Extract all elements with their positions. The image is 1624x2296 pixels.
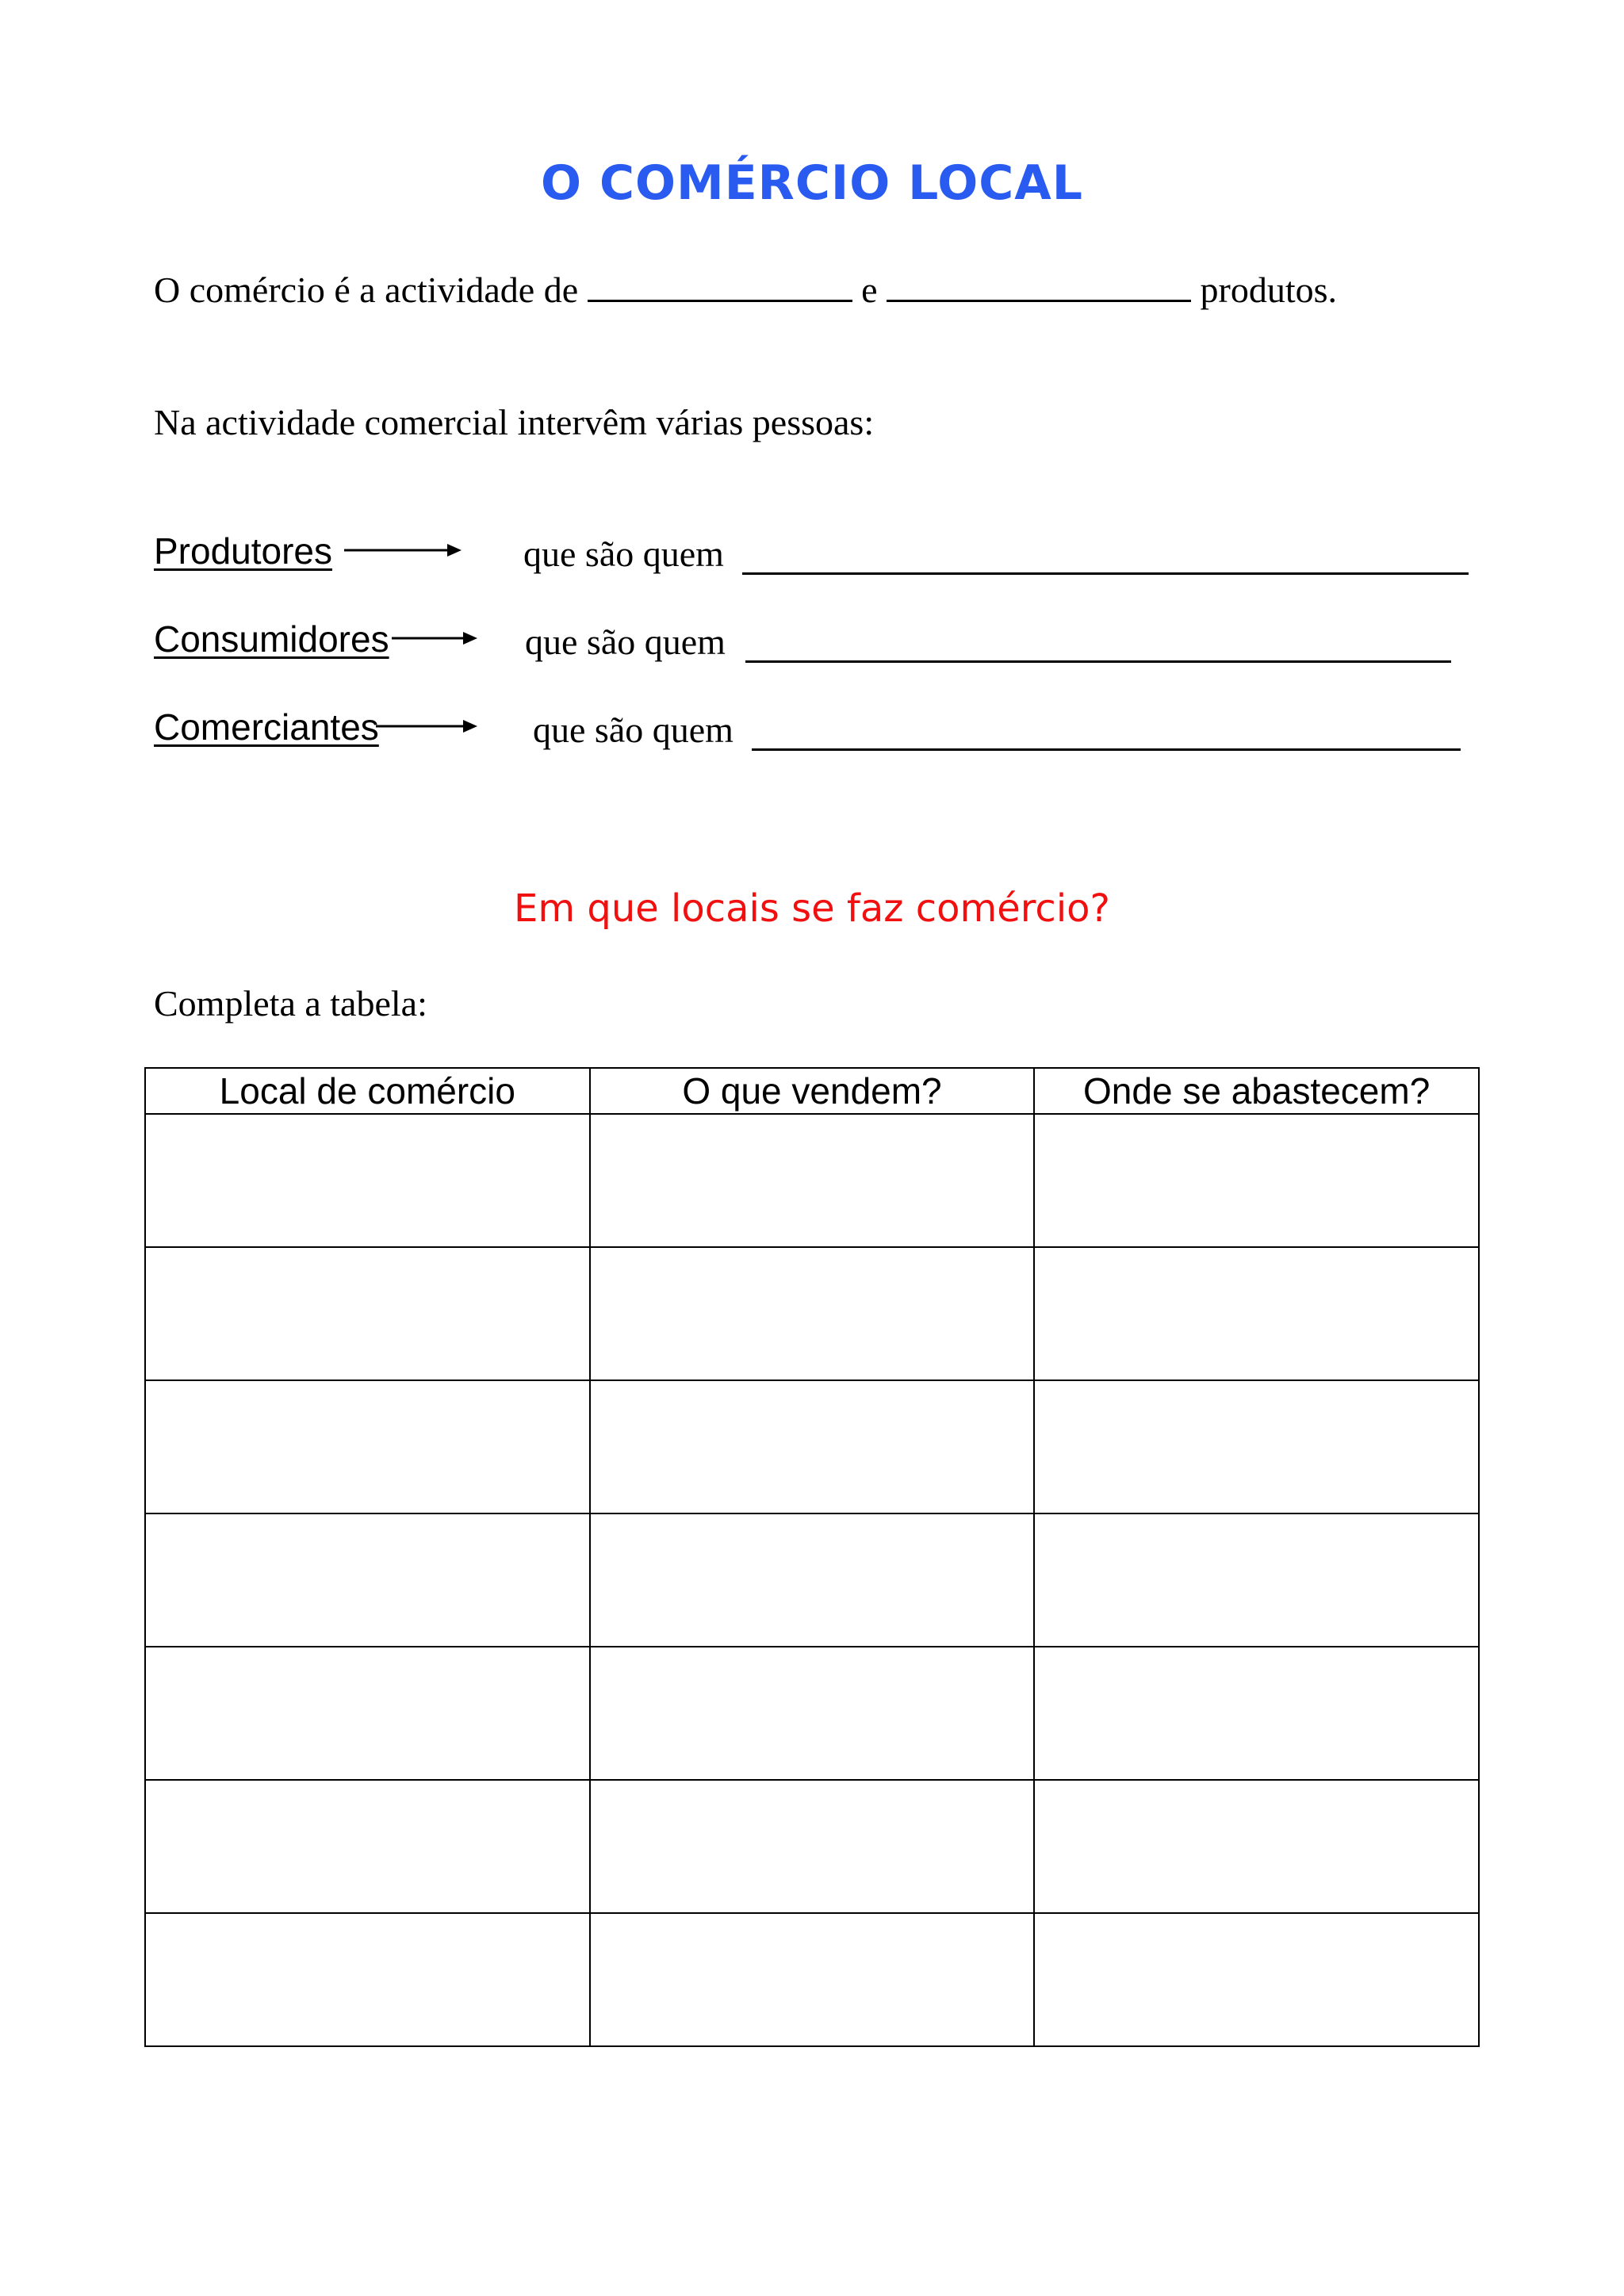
table-row [145,1380,1479,1513]
role-desc: que são quem [533,710,733,750]
table-cell[interactable] [590,1780,1035,1913]
table-cell[interactable] [1034,1380,1479,1513]
table-cell[interactable] [145,1913,590,2046]
table-cell[interactable] [1034,1114,1479,1247]
table-cell[interactable] [1034,1913,1479,2046]
table-cell[interactable] [590,1380,1035,1513]
column-header-vendem: O que vendem? [590,1068,1035,1114]
table-cell[interactable] [590,1114,1035,1247]
table-body [145,1114,1479,2046]
table-cell[interactable] [590,1247,1035,1380]
answer-blank-comerciantes[interactable] [752,748,1461,751]
column-header-local: Local de comércio [145,1068,590,1114]
role-row-comerciantes [154,706,1470,764]
instruction-text: Completa a tabela: [154,983,427,1024]
table-cell[interactable] [590,1913,1035,2046]
role-desc: que são quem [525,622,726,662]
table-row [145,1513,1479,1647]
section-heading: Em que locais se faz comércio? [514,886,1110,931]
comercio-table [144,1067,1480,2047]
role-label: Produtores [154,530,333,572]
table-cell[interactable] [145,1513,590,1647]
table-header-row [145,1068,1479,1114]
role-row-consumidores [154,618,1470,676]
table-cell[interactable] [1034,1247,1479,1380]
table-row [145,1913,1479,2046]
role-label: Comerciantes [154,706,379,748]
table-cell[interactable] [1034,1513,1479,1647]
answer-blank-consumidores[interactable] [745,660,1451,663]
role-label: Consumidores [154,618,389,660]
table-cell[interactable] [145,1247,590,1380]
table-row [145,1114,1479,1247]
people-intro: Na actividade comercial intervêm várias pessoas: [154,402,875,442]
blank-field-2[interactable] [887,299,1191,302]
table-row [145,1780,1479,1913]
answer-blank-produtores[interactable] [742,572,1469,575]
column-header-abastecem: Onde se abastecem? [1034,1068,1479,1114]
role-desc: que são quem [523,534,724,574]
table-cell[interactable] [145,1380,590,1513]
role-row-produtores [154,530,1470,588]
blank-field-1[interactable] [588,299,852,302]
arrow-right-icon [376,717,479,736]
table-cell[interactable] [1034,1780,1479,1913]
table-cell[interactable] [145,1114,590,1247]
table-row [145,1647,1479,1780]
table-cell[interactable] [590,1513,1035,1647]
arrow-right-icon [344,541,463,560]
intro-part-2: e [861,270,878,310]
table-cell[interactable] [590,1647,1035,1780]
intro-part-3: produtos. [1200,270,1338,310]
intro-part-1: O comércio é a actividade de [154,270,579,310]
table-cell[interactable] [145,1780,590,1913]
table-cell[interactable] [1034,1647,1479,1780]
page-title: O COMÉRCIO LOCAL [541,155,1083,211]
intro-sentence [154,272,1337,308]
arrow-right-icon [392,629,479,648]
table-row [145,1247,1479,1380]
table-cell[interactable] [145,1647,590,1780]
